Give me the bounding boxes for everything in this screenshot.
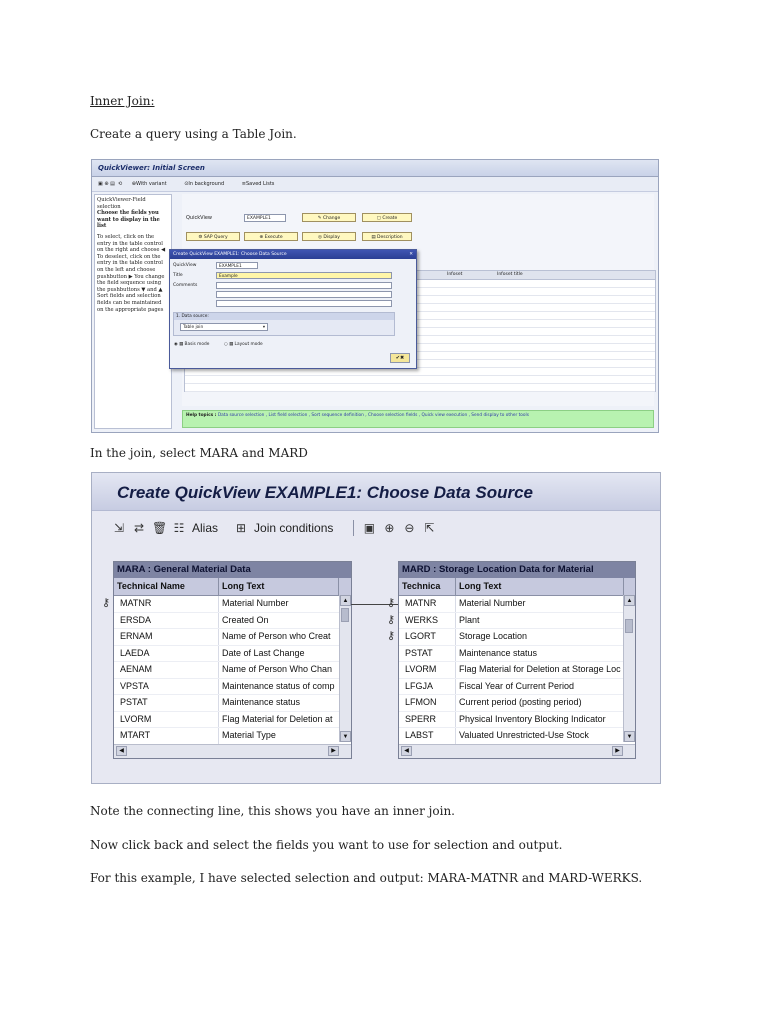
dialog-title-field[interactable]: Example xyxy=(216,272,392,279)
technical-name-text: LGORT xyxy=(405,631,436,641)
mara-table-title: MARA : General Material Data xyxy=(114,562,351,578)
delete-table-icon[interactable]: 🗑 xyxy=(152,521,168,535)
dialog-comments-field-1[interactable] xyxy=(216,282,392,289)
join-table-icon[interactable]: ⇄ xyxy=(133,521,145,535)
intro-text: Create a query using a Table Join. xyxy=(90,127,297,141)
long-text-cell: Flag Material for Deletion at xyxy=(222,713,333,724)
help-topics-label: Help topics : xyxy=(186,413,217,418)
mard-table-title: MARD : Storage Location Data for Material xyxy=(399,562,635,578)
scroll-up-icon[interactable]: ▲ xyxy=(624,595,635,606)
table-row[interactable] xyxy=(399,712,635,729)
quickviewer-toolbar xyxy=(92,177,658,192)
technical-name-text: VPSTA xyxy=(120,680,149,691)
table-row[interactable] xyxy=(399,679,635,696)
technical-name-cell xyxy=(399,662,456,678)
saved-lists-button[interactable]: ≡Saved Lists xyxy=(241,181,275,187)
technical-name-cell xyxy=(387,596,456,612)
table-row[interactable] xyxy=(114,629,351,646)
long-text-cell: Plant xyxy=(459,614,480,625)
long-text-cell: Material Number xyxy=(222,598,289,608)
long-text-cell: Maintenance status xyxy=(222,697,301,707)
table-row[interactable] xyxy=(114,712,351,729)
technical-name-text: PSTAT xyxy=(405,647,433,658)
overview-icon[interactable]: ▣ xyxy=(363,521,376,535)
table-row[interactable] xyxy=(114,662,351,679)
table-row[interactable] xyxy=(114,646,351,663)
technical-name-cell xyxy=(114,646,219,662)
table-row[interactable] xyxy=(114,728,351,745)
scroll-right-icon[interactable]: ▶ xyxy=(612,746,623,756)
scroll-left-icon[interactable]: ◀ xyxy=(401,746,412,756)
key-field-icon: ⚷ xyxy=(387,630,396,642)
click-back-note: Now click back and select the fields you want to use for selection and output. xyxy=(90,838,563,852)
long-text-cell: Maintenance status xyxy=(459,647,538,658)
select-tables-text: In the join, select MARA and MARD xyxy=(90,446,308,460)
choose-data-source-dialog xyxy=(169,249,417,369)
table-row[interactable] xyxy=(399,728,635,745)
technical-name-cell xyxy=(399,646,456,662)
infoset-title-column-header: Infoset title xyxy=(497,272,523,277)
basis-mode-radio[interactable]: ◉ ▦ Basis mode xyxy=(174,342,210,347)
field-selection-subtitle: Choose the fields you want to display in the list xyxy=(97,210,160,230)
technical-name-text: SPERR xyxy=(405,713,437,724)
join-conditions-icon[interactable]: ⊞ xyxy=(235,521,247,535)
long-text-cell: Name of Person Who Chan xyxy=(222,664,333,674)
scroll-right-icon[interactable]: ▶ xyxy=(328,746,339,756)
technical-name-text: ERSDA xyxy=(120,614,152,625)
scroll-thumb[interactable] xyxy=(625,619,633,633)
choose-data-source-title: Create QuickView EXAMPLE1: Choose Data Source xyxy=(92,473,660,511)
display-button[interactable]: ◎ Display xyxy=(302,232,356,241)
technical-name-cell xyxy=(114,629,219,645)
long-text-cell: Valuated Unrestricted-Use Stock xyxy=(459,730,589,740)
execute-button[interactable]: ⊕ Execute xyxy=(244,232,298,241)
table-row[interactable] xyxy=(102,596,351,613)
technical-name-text: WERKS xyxy=(405,614,439,625)
mara-horizontal-scrollbar[interactable] xyxy=(114,744,351,758)
mara-vertical-scrollbar[interactable] xyxy=(339,595,351,742)
long-text-cell: Material Number xyxy=(459,598,526,608)
technical-name-text: PSTAT xyxy=(120,697,148,707)
dialog-title: Create QuickView EXAMPLE1: Choose Data Source xyxy=(173,252,287,257)
layout-mode-radio[interactable]: ○ ▦ Layout mode xyxy=(224,342,263,347)
table-row[interactable] xyxy=(399,695,635,712)
technical-name-cell xyxy=(387,613,456,629)
long-text-cell: Maintenance status of comp xyxy=(222,680,335,691)
technical-name-text: AENAM xyxy=(120,664,153,674)
data-source-group xyxy=(173,312,395,336)
dialog-comments-field-2[interactable] xyxy=(216,291,392,298)
table-row[interactable] xyxy=(114,613,351,630)
mara-technical-name-header: Technical Name xyxy=(114,578,219,595)
help-topics-bar xyxy=(182,410,654,428)
technical-name-cell xyxy=(114,695,219,711)
long-text-cell: Material Type xyxy=(222,730,276,740)
dialog-confirm-button[interactable]: ✔✖ xyxy=(390,353,410,363)
technical-name-cell xyxy=(399,679,456,695)
close-icon[interactable]: ✕ xyxy=(409,252,413,257)
scroll-up-icon[interactable]: ▲ xyxy=(340,595,351,606)
table-row[interactable] xyxy=(399,646,635,663)
technical-name-cell xyxy=(114,662,219,678)
technical-name-cell xyxy=(387,629,456,645)
key-field-icon: ⚷ xyxy=(387,613,396,626)
mara-table[interactable] xyxy=(102,561,352,759)
dialog-quickview-field: EXAMPLE1 xyxy=(216,262,258,269)
technical-name-cell xyxy=(399,695,456,711)
connecting-line-note: Note the connecting line, this shows you have an inner join. xyxy=(90,804,455,818)
technical-name-cell xyxy=(399,712,456,728)
insert-table-icon[interactable]: ⇲ xyxy=(113,521,125,535)
quickviewer-screenshot xyxy=(91,159,659,433)
mara-table-header xyxy=(114,578,351,596)
zoom-out-icon[interactable]: ⊖ xyxy=(404,521,415,535)
scroll-left-icon[interactable]: ◀ xyxy=(116,746,127,756)
description-button[interactable]: ▤ Description xyxy=(362,232,412,241)
key-field-icon: ⚷ xyxy=(102,597,111,609)
key-field-icon: ⚷ xyxy=(387,597,396,609)
field-selection-body: To select, click on the entry in the table control on the right and choose ◀ To deselect, click on the entry in the table control on the left and choose pushbutton ▶ You change the field sequence using the pushbuttons ▼ and ▲ Sort fields and selection fields can be maintained on the appropriate pages xyxy=(97,233,166,313)
mara-long-text-header: Long Text xyxy=(219,578,339,595)
infoset-column-header: Infoset xyxy=(447,272,463,277)
technical-name-text: MTART xyxy=(120,730,151,740)
mard-table[interactable] xyxy=(387,561,636,759)
long-text-cell: Created On xyxy=(222,614,269,625)
export-icon[interactable]: ⇱ xyxy=(424,521,435,535)
technical-name-cell xyxy=(102,596,219,612)
scroll-down-icon[interactable]: ▼ xyxy=(340,731,351,742)
mard-horizontal-scrollbar[interactable] xyxy=(399,744,635,758)
table-row[interactable] xyxy=(387,629,635,646)
long-text-cell: Date of Last Change xyxy=(222,647,305,658)
mard-long-text-header: Long Text xyxy=(456,578,624,595)
join-toolbar xyxy=(92,512,660,544)
dialog-comments-label: Comments xyxy=(173,283,198,288)
table-row[interactable] xyxy=(114,679,351,696)
toolbar-separator xyxy=(353,520,354,536)
long-text-cell: Fiscal Year of Current Period xyxy=(459,680,575,691)
long-text-cell: Physical Inventory Blocking Indicator xyxy=(459,713,606,724)
mard-table-rows xyxy=(387,596,635,745)
technical-name-cell xyxy=(399,728,456,744)
dialog-titlebar xyxy=(170,250,416,259)
mard-technical-name-header: Technica xyxy=(399,578,456,595)
long-text-cell: Flag Material for Deletion at Storage Loc xyxy=(459,664,621,674)
field-selection-help-panel xyxy=(94,194,172,429)
technical-name-text: LFGJA xyxy=(405,680,434,691)
create-button[interactable]: ▢ Create xyxy=(362,213,412,222)
long-text-cell: Current period (posting period) xyxy=(459,697,582,707)
selected-fields-note: For this example, I have selected selection and output: MARA-MATNR and MARD-WERKS. xyxy=(90,871,643,885)
dialog-comments-field-3[interactable] xyxy=(216,300,392,307)
technical-name-text: LAEDA xyxy=(120,647,150,658)
join-conditions-button[interactable]: Join conditions xyxy=(254,521,334,535)
scroll-down-icon[interactable]: ▼ xyxy=(624,731,635,742)
technical-name-text: MATNR xyxy=(405,598,437,608)
technical-name-text: LABST xyxy=(405,730,434,740)
technical-name-cell xyxy=(114,728,219,744)
with-variant-button[interactable]: ⊕With variant xyxy=(131,181,167,187)
data-source-select[interactable]: Table join ▾ xyxy=(180,323,268,331)
table-row[interactable] xyxy=(387,613,635,630)
field-selection-title: QuickViewer-Field selection xyxy=(97,197,146,210)
technical-name-cell xyxy=(114,679,219,695)
dialog-title-label: Title xyxy=(173,273,183,278)
technical-name-cell xyxy=(114,613,219,629)
mard-vertical-scrollbar[interactable] xyxy=(623,595,635,742)
mara-table-rows xyxy=(102,596,351,745)
technical-name-text: LFMON xyxy=(405,697,437,707)
mard-table-header xyxy=(399,578,635,596)
table-row[interactable] xyxy=(387,596,635,613)
toolbar-icons[interactable]: ▣ ⊕ ▤ ⟲ xyxy=(98,181,123,187)
zoom-in-icon[interactable]: ⊕ xyxy=(384,521,395,535)
technical-name-text: ERNAM xyxy=(120,631,153,641)
technical-name-text: LVORM xyxy=(405,664,437,674)
in-background-button[interactable]: ⊙In background xyxy=(184,181,225,187)
technical-name-text: MATNR xyxy=(120,598,152,608)
table-row[interactable] xyxy=(114,695,351,712)
sap-query-button[interactable]: ⚙ SAP Query xyxy=(186,232,240,241)
long-text-cell: Name of Person who Creat xyxy=(222,631,331,641)
quickview-field[interactable]: EXAMPLE1 xyxy=(244,214,286,222)
scroll-thumb[interactable] xyxy=(341,608,349,622)
quickview-label: QuickView xyxy=(186,215,213,221)
choose-data-source-screenshot xyxy=(91,472,661,784)
alias-button[interactable]: Alias xyxy=(192,521,219,535)
long-text-cell: Storage Location xyxy=(459,631,528,641)
quickviewer-title: QuickViewer: Initial Screen xyxy=(92,160,658,177)
section-heading: Inner Join: xyxy=(90,94,155,108)
dialog-quickview-label: QuickView xyxy=(173,263,197,268)
table-row[interactable] xyxy=(399,662,635,679)
change-button[interactable]: ✎ Change xyxy=(302,213,356,222)
help-topics-links[interactable]: Data source selection , List field selection , Sort sequence definition , Choose selection fields , Quick view execution , Send display to other tools xyxy=(217,413,529,418)
alias-icon[interactable]: ☷ xyxy=(173,521,185,535)
technical-name-cell xyxy=(114,712,219,728)
data-source-group-title: 1. Data source: xyxy=(174,313,394,320)
technical-name-text: LVORM xyxy=(120,713,152,724)
